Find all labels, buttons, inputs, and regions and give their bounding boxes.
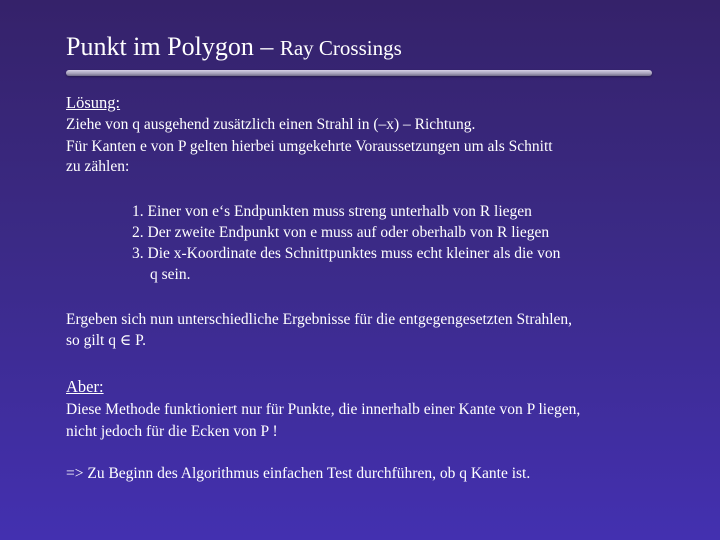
condition-item-1: 1. Einer von e‘s Endpunkten muss streng unterhalb von R liegen [132,203,532,220]
loesung-line-3: zu zählen: [66,158,130,175]
slide-title-main: Punkt im Polygon – [66,32,274,61]
loesung-heading: Lösung: [66,93,121,112]
condition-item-3: 3. Die x-Koordinate des Schnittpunktes muss echt kleiner als die von [132,245,561,262]
result-line-2: so gilt q ∈ P. [66,332,146,349]
aber-heading: Aber: [66,377,104,396]
aber-line-2: nicht jedoch für die Ecken von P ! [66,423,278,440]
conclusion-text: => Zu Beginn des Algorithmus einfachen Test durchführen, ob q Kante ist. [66,465,531,482]
loesung-line-2: Für Kanten e von P gelten hierbei umgekehrte Voraussetzungen um als Schnitt [66,138,553,155]
loesung-line-1: Ziehe von q ausgehend zusätzlich einen Strahl in (–x) – Richtung. [66,116,476,133]
title-divider [66,70,652,76]
slide-title [66,31,402,64]
condition-item-2: 2. Der zweite Endpunkt von e muss auf oder oberhalb von R liegen [132,224,550,241]
aber-line-1: Diese Methode funktioniert nur für Punkte, die innerhalb einer Kante von P liegen, [66,401,581,418]
condition-item-3-continued: q sein. [150,266,191,283]
conditions-list [132,201,560,285]
result-line-1: Ergeben sich nun unterschiedliche Ergebnisse für die entgegengesetzten Strahlen, [66,311,573,328]
slide-title-sub: Ray Crossings [279,36,402,60]
